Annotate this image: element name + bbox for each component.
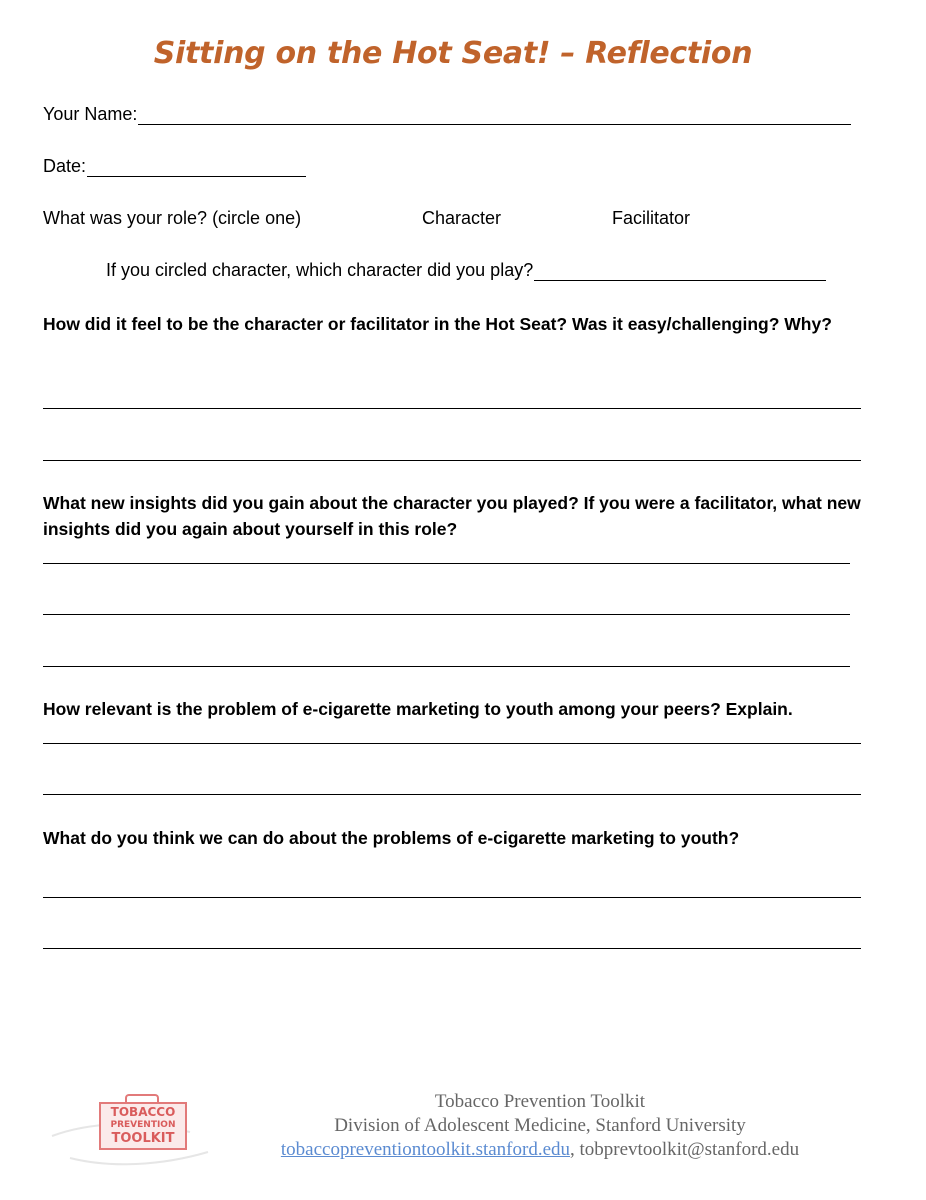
character-blank[interactable]: [534, 262, 826, 281]
name-blank[interactable]: [138, 106, 851, 125]
footer-line-3: [250, 1138, 830, 1162]
logo-line-3: TOOLKIT: [111, 1131, 175, 1146]
answer-line[interactable]: [43, 743, 861, 744]
question-3: How relevant is the problem of e-cigarette marketing to youth among your peers? Explain.: [43, 699, 793, 719]
logo-line-1: TOBACCO: [110, 1105, 176, 1119]
page-title: Sitting on the Hot Seat! – Reflection: [153, 36, 753, 71]
character-label: If you circled character, which character did you play?: [106, 260, 534, 280]
question-4: What do you think we can do about the problems of e-cigarette marketing to youth?: [43, 828, 740, 848]
answer-line[interactable]: [43, 897, 861, 898]
answer-line[interactable]: [43, 614, 850, 615]
logo-line-2: PREVENTION: [110, 1120, 176, 1130]
date-field[interactable]: [43, 156, 306, 177]
question-2: What new insights did you gain about the character you played? If you were a facilitator, what new insights did you again about yourself in this role?: [43, 493, 861, 539]
answer-line[interactable]: [43, 666, 850, 667]
footer-email[interactable]: tobprevtoolkit@stanford.edu: [579, 1139, 800, 1160]
role-option-character[interactable]: Character: [422, 208, 502, 228]
name-label: Your Name:: [43, 104, 138, 124]
answer-line[interactable]: [43, 460, 861, 461]
date-blank[interactable]: [87, 158, 306, 177]
name-field[interactable]: [43, 104, 851, 125]
answer-line[interactable]: [43, 408, 861, 409]
website-link[interactable]: tobaccopreventiontoolkit.stanford.edu: [280, 1139, 571, 1160]
footer-text: [250, 1090, 830, 1162]
character-field[interactable]: [106, 260, 826, 281]
footer-line-1: Tobacco Prevention Toolkit: [434, 1091, 646, 1112]
role-label: What was your role? (circle one): [43, 208, 302, 228]
logo-box: [99, 1102, 187, 1150]
answer-line[interactable]: [43, 948, 861, 949]
date-label: Date:: [43, 156, 87, 176]
answer-line[interactable]: [43, 563, 850, 564]
role-option-facilitator[interactable]: Facilitator: [612, 208, 691, 228]
toolkit-briefcase-logo: [95, 1090, 191, 1154]
answer-line[interactable]: [43, 794, 861, 795]
question-1: How did it feel to be the character or facilitator in the Hot Seat? Was it easy/challenging? Why?: [43, 314, 832, 334]
footer-separator: ,: [570, 1139, 575, 1160]
footer-line-2: Division of Adolescent Medicine, Stanford University: [334, 1115, 746, 1136]
